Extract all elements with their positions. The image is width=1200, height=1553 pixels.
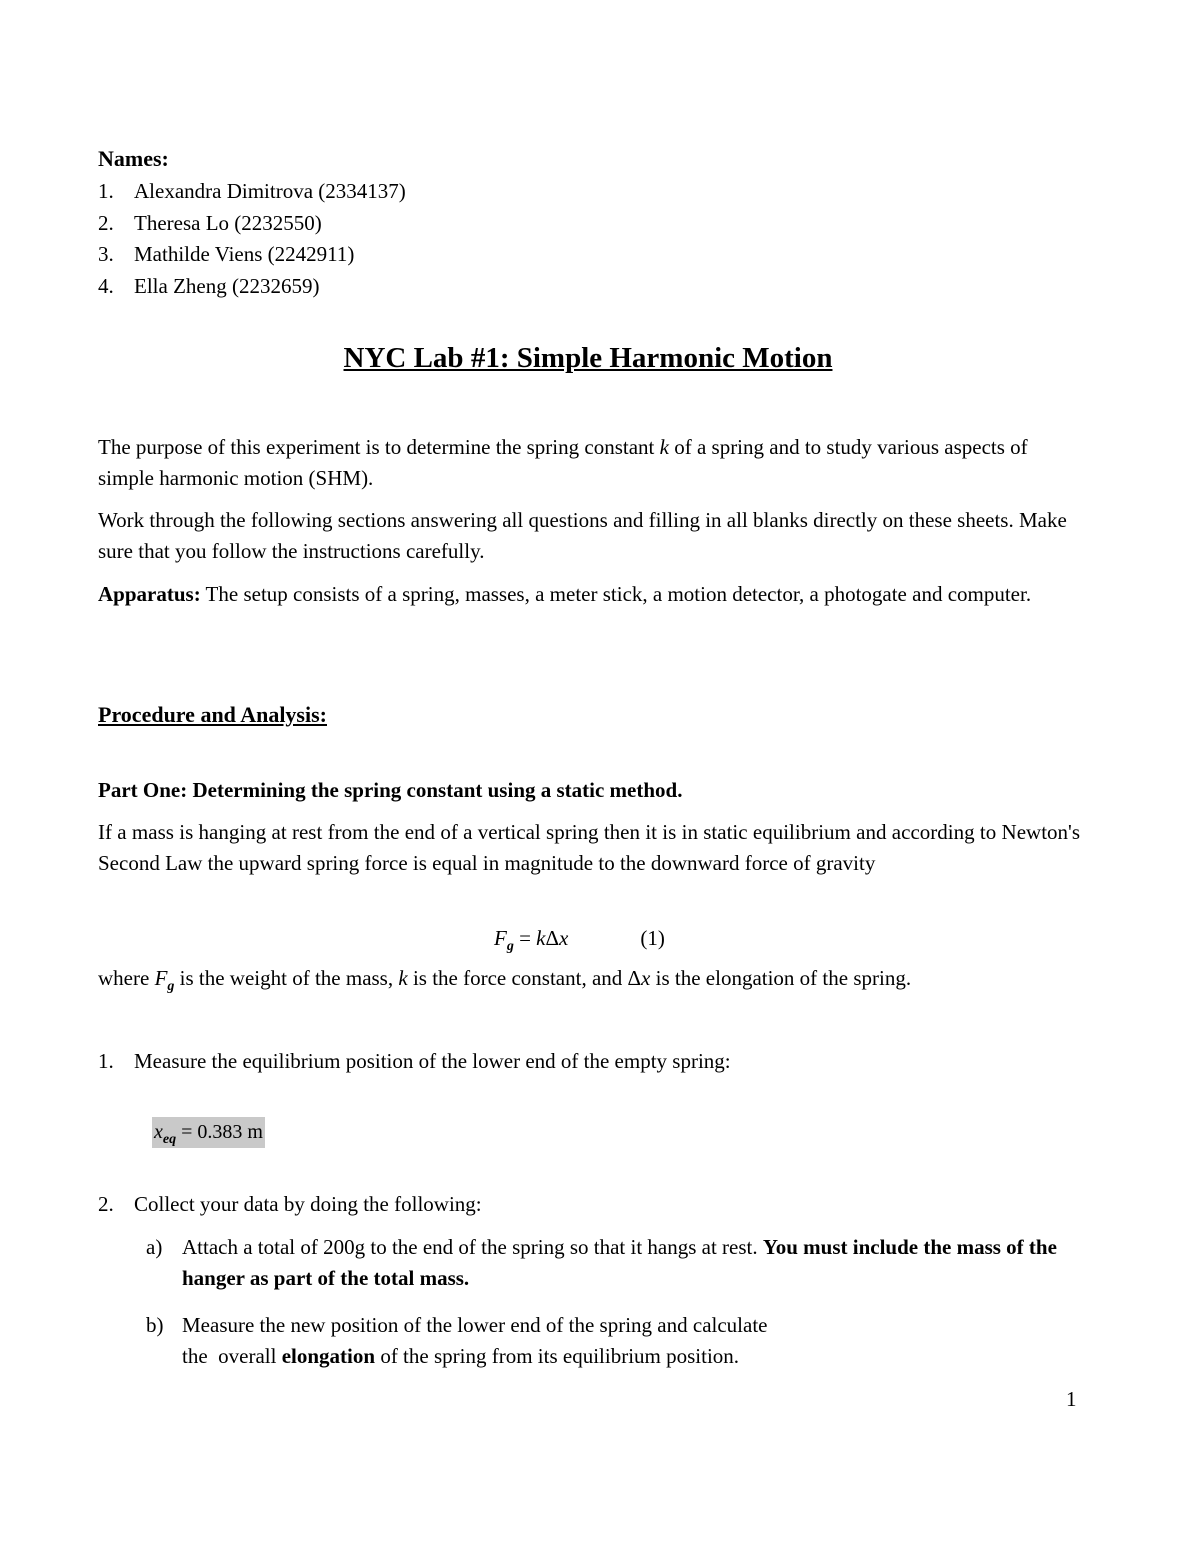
student-name: Theresa Lo (2232550) [134,210,322,235]
eq-delta-symbol: Δ [545,926,560,950]
list-item [98,208,406,240]
substep-a-text: Attach a total of 200g to the end of the spring so that it hangs at rest. [182,1235,763,1259]
measurement-variable: x [154,1121,163,1143]
equation-number: (1) [640,926,665,950]
substep-b-line2-start: the overall [182,1344,282,1368]
eq-k-symbol: k [536,926,546,950]
substep-label: b) [146,1313,164,1337]
equilibrium-position-answer[interactable] [152,1117,265,1148]
substep-b-line1: Measure the new position of the lower end of the spring and calculate [182,1313,768,1337]
student-name: Alexandra Dimitrova (2334137) [134,179,406,203]
names-list [98,176,406,302]
where-x-symbol: x [641,966,651,990]
step-number: 1. [98,1049,114,1073]
page-title: NYC Lab #1: Simple Harmonic Motion [343,342,833,374]
where-k-symbol: k [398,966,408,990]
list-number: 2. [98,210,114,235]
step-2 [98,1189,1080,1220]
where-text-1: where [98,966,155,990]
substep-text [182,1310,767,1372]
part-one-intro: If a mass is hanging at rest from the end of a vertical spring then it is in static equilibrium and according to Newton's Second Law the upward spring force is equal in magnitude to the downward force of gravity [98,820,1080,875]
names-heading: Names: [98,146,169,171]
page-number: 1 [1066,1387,1077,1411]
instructions-paragraph: Work through the following sections answering all questions and filling in all blanks directly on these sheets. Make sure that you follow the instructions carefully. [98,508,1067,563]
where-subscript: g [167,979,175,995]
substep-b-emphasis: elongation [281,1344,376,1368]
eq-x-symbol: x [559,926,569,950]
measurement-value: = 0.383 m [176,1121,263,1143]
apparatus-label: Apparatus: [98,582,201,606]
list-item [98,271,406,303]
equation-1 [494,923,665,954]
apparatus-text: The setup consists of a spring, masses, a meter stick, a motion detector, a photogate and computer. [200,582,1032,606]
procedure-heading: Procedure and Analysis: [98,702,327,727]
list-item [98,239,406,271]
eq-subscript: g [506,939,514,955]
apparatus-paragraph [98,579,1080,610]
equation-explanation [98,963,1080,994]
substep-b [146,1310,1080,1372]
where-text-3: is the force constant, and Δ [407,966,642,990]
step-text: Collect your data by doing the following: [134,1192,482,1216]
list-number: 1. [98,179,114,203]
list-number: 3. [98,242,114,266]
eq-equals: = [513,926,537,950]
student-name: Mathilde Viens (2242911) [134,242,355,266]
part-one-heading: Part One: Determining the spring constant using a static method. [98,778,683,802]
substep-text [182,1232,1080,1294]
measurement-subscript: eq [162,1132,177,1147]
substep-a-emphasis: You must include the mass of the hanger as part of the total mass. [182,1235,1057,1290]
list-number: 4. [98,273,114,298]
purpose-paragraph [98,432,1080,494]
step-text: Measure the equilibrium position of the lower end of the empty spring: [134,1049,731,1073]
substep-b-line2-end: of the spring from its equilibrium position. [375,1344,740,1368]
eq-f-symbol: F [494,926,507,950]
substep-label: a) [146,1235,163,1259]
purpose-text-start: The purpose of this experiment is to determine the spring constant [98,435,660,459]
where-text-4: is the elongation of the spring. [650,966,912,990]
student-name: Ella Zheng (2232659) [134,273,320,298]
substep-a [146,1232,1080,1294]
where-f-symbol: F [154,966,168,990]
step-number: 2. [98,1192,114,1216]
purpose-k-symbol: k [659,435,669,459]
where-text-2: is the weight of the mass, [174,966,399,990]
purpose-text-end: of a spring and to study various aspects of simple harmonic motion (SHM). [98,435,1028,490]
list-item [98,176,406,208]
step-1 [98,1046,1080,1077]
